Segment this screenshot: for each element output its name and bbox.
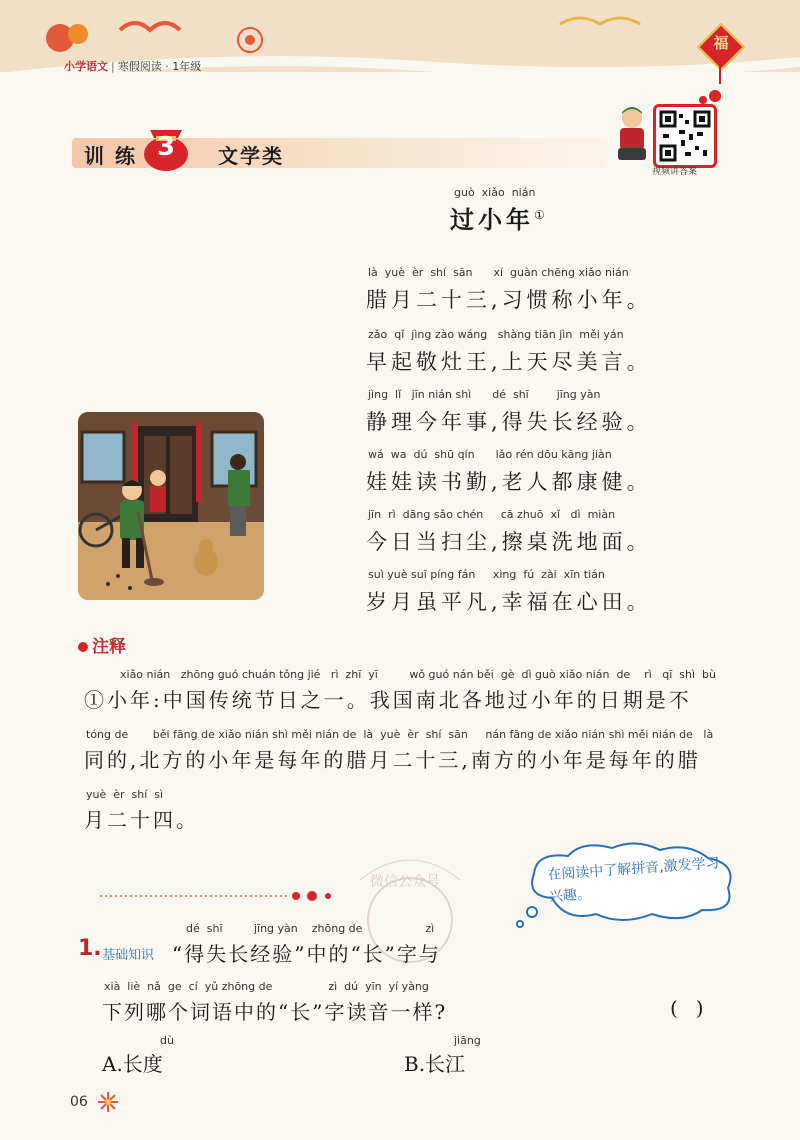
- section-label: 训 练: [84, 144, 137, 168]
- notes-heading: [78, 632, 126, 657]
- firework-icon: [96, 1090, 120, 1114]
- qr-pattern: [659, 110, 711, 162]
- poem-line: 今日当扫尘,擦桌洗地面。: [366, 530, 652, 554]
- poem-line: 腊月二十三,习惯称小年。: [366, 288, 652, 312]
- notes-heading-text: 注释: [92, 637, 126, 657]
- poem-line-pinyin: jìng lǐ jīn nián shì dé shī jīng yàn: [368, 388, 601, 401]
- note-line-pinyin: xiǎo nián zhōng guó chuán tǒng jié rì zhī yī wǒ guó nán běi gè dì guò xiǎo nián de rì qī shì bù: [120, 668, 716, 681]
- qr-code[interactable]: [653, 104, 717, 168]
- header-book: 寒假阅读 · 1年级: [117, 60, 202, 73]
- question-line: 下列哪个词语中的“长”字读音一样?: [102, 1000, 448, 1024]
- question-pinyin: xià liè nǎ ge cí yǔ zhōng de zì dú yīn yí yàng: [104, 980, 429, 993]
- note-line: 月二十四。: [84, 808, 199, 832]
- option-pinyin: dù: [160, 1034, 174, 1047]
- header-decoration: [0, 0, 800, 110]
- header-subject: 小学语文: [64, 60, 108, 73]
- note-line: ①小年:中国传统节日之一。我国南北各地过小年的日期是不: [84, 688, 692, 712]
- poem-line: 娃娃读书勤,老人都康健。: [366, 470, 652, 494]
- question-pinyin: dé shī jīng yàn zhōng de zì: [186, 922, 435, 935]
- poem-title-text: 过小年: [450, 205, 534, 234]
- section-category: 文学类: [218, 144, 284, 168]
- option-b[interactable]: B.长江: [404, 1052, 466, 1076]
- boy-mascot-icon: [608, 104, 656, 162]
- title-pinyin: guò xiǎo nián: [454, 186, 536, 199]
- poem-line-pinyin: jīn rì dāng sǎo chén cā zhuō xǐ dì miàn: [368, 508, 616, 521]
- note-line: 同的,北方的小年是每年的腊月二十三,南方的小年是每年的腊: [84, 748, 701, 772]
- bullet-icon: [78, 642, 88, 652]
- option-pinyin: jiāng: [454, 1034, 481, 1047]
- poem-line: 岁月虽平凡,幸福在心田。: [366, 590, 652, 614]
- note-line-pinyin: tóng de běi fāng de xiǎo nián shì měi nián de là yuè èr shí sān nán fāng de xiǎo nián shì měi nián de là: [86, 728, 714, 741]
- section-number: 3: [156, 132, 176, 162]
- question-line: “得失长经验”中的“长”字与: [172, 942, 441, 966]
- option-a[interactable]: A.长度: [102, 1052, 163, 1076]
- cleaning-scene-illustration: [78, 412, 264, 600]
- poem-line-pinyin: wá wa dú shū qín lǎo rén dōu kāng jiàn: [368, 448, 612, 461]
- poem-line-pinyin: zǎo qǐ jìng zào wáng shàng tiān jìn měi yán: [368, 328, 624, 341]
- header-breadcrumb: 小学语文 | 寒假阅读 · 1年级: [64, 60, 202, 73]
- poem-line-pinyin: là yuè èr shí sān xí guàn chēng xiǎo nián: [368, 266, 629, 279]
- poem-line-pinyin: suì yuè suī píng fán xìng fú zài xīn tián: [368, 568, 605, 581]
- title-note-mark: ①: [534, 208, 549, 222]
- qr-caption: 视频讲答案: [652, 167, 698, 177]
- svg-text:微信公众号: 微信公众号: [370, 874, 440, 890]
- question-number: 1.: [78, 936, 102, 961]
- question-category: 基础知识: [102, 948, 155, 963]
- page-number: 06: [70, 1094, 88, 1110]
- fu-character: 福: [713, 34, 729, 52]
- poem-line: 静理今年事,得失长经验。: [366, 410, 652, 434]
- poem-title: [450, 200, 549, 235]
- poem-line: 早起敬灶王,上天尽美言。: [366, 350, 652, 374]
- note-line-pinyin: yuè èr shí sì: [86, 788, 164, 801]
- answer-blank[interactable]: (): [670, 996, 722, 1020]
- tassel-icon: [719, 66, 721, 84]
- section-divider: [100, 890, 340, 902]
- cloud-note: 在阅读中了解拼音,激发学习兴趣。: [546, 855, 721, 906]
